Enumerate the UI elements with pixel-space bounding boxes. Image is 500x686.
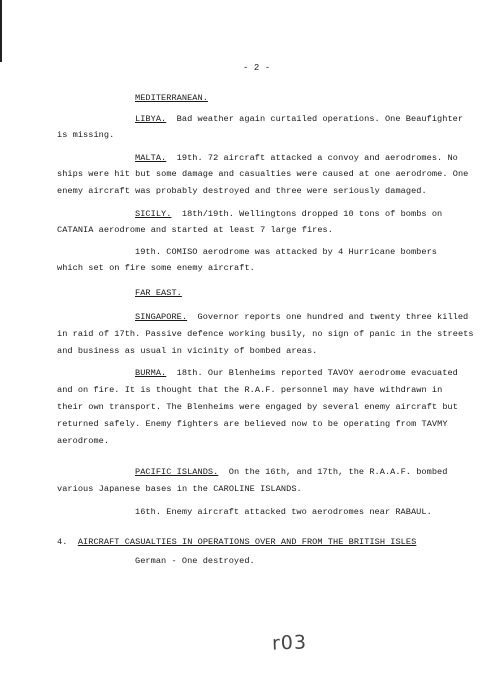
malta-paragraph-line-2: ships were hit but some damage and casualties were caused at one aerodrome. One <box>57 169 469 179</box>
singapore-paragraph-line-3: and business as usual in vicinity of bombed areas. <box>57 346 318 356</box>
pacific-paragraph-line-2: various Japanese bases in the CAROLINE ISLANDS. <box>57 484 302 494</box>
singapore-paragraph-line-1: SINGAPORE. Governor reports one hundred and twenty three killed <box>135 312 469 322</box>
sicily-paragraph-line-2: CATANIA aerodrome and started at least 7 large fires. <box>57 225 333 235</box>
heading-mediterranean: MEDITERRANEAN. <box>135 93 208 103</box>
pacific-paragraph-line-3: 16th. Enemy aircraft attacked two aerodromes near RABAUL. <box>135 507 432 517</box>
malta-paragraph-line-1: MALTA. 19th. 72 aircraft attacked a convoy and aerodromes. No <box>135 153 458 163</box>
pacific-label: PACIFIC ISLANDS. <box>135 467 219 477</box>
libya-label: LIBYA. <box>135 114 167 124</box>
singapore-paragraph-line-2: in raid of 17th. Passive defence working busily, no sign of panic in the streets <box>57 329 474 339</box>
burma-paragraph-line-4: returned safely. Enemy fighters are believed now to be operating from TAVMY <box>57 419 448 429</box>
malta-label: MALTA. <box>135 153 167 163</box>
pacific-paragraph-line-1: PACIFIC ISLANDS. On the 16th, and 17th, the R.A.A.F. bombed <box>135 467 448 477</box>
sicily-paragraph-line-1: SICILY. 18th/19th. Wellingtons dropped 10 tons of bombs on <box>135 209 443 219</box>
casualties-line-1: German - One destroyed. <box>135 556 255 566</box>
sicily-paragraph-line-4: which set on fire some enemy aircraft. <box>57 263 255 273</box>
handwritten-note: r03 <box>271 631 308 655</box>
page-number: - 2 - <box>243 63 271 73</box>
singapore-label: SINGAPORE. <box>135 312 188 322</box>
burma-label: BURMA. <box>135 368 167 378</box>
libya-paragraph-line-2: is missing. <box>57 130 115 140</box>
malta-paragraph-line-3: enemy aircraft was probably destroyed and three were seriously damaged. <box>57 186 427 196</box>
burma-paragraph-line-3: their own transport. The Blenheims were engaged by several enemy aircraft but <box>57 402 458 412</box>
libya-paragraph-line-1: LIBYA. Bad weather again curtailed operations. One Beaufighter <box>135 114 464 124</box>
burma-paragraph-line-2: and on fire. It is thought that the R.A.F. personnel may have withdrawn in <box>57 385 443 395</box>
burma-paragraph-line-1: BURMA. 18th. Our Blenheims reported TAVOY aerodrome evacuated <box>135 368 458 378</box>
section-number: 4. <box>57 537 68 547</box>
casualties-heading-line <box>57 537 416 548</box>
casualties-heading: AIRCRAFT CASUALTIES IN OPERATIONS OVER AND FROM THE BRITISH ISLES <box>77 537 417 547</box>
margin-mark <box>0 0 2 62</box>
burma-paragraph-line-5: aerodrome. <box>57 436 110 446</box>
sicily-label: SICILY. <box>135 209 172 219</box>
heading-far-east: FAR EAST. <box>135 288 182 298</box>
sicily-paragraph-line-3: 19th. COMISO aerodrome was attacked by 4 Hurricane bombers <box>135 247 438 257</box>
